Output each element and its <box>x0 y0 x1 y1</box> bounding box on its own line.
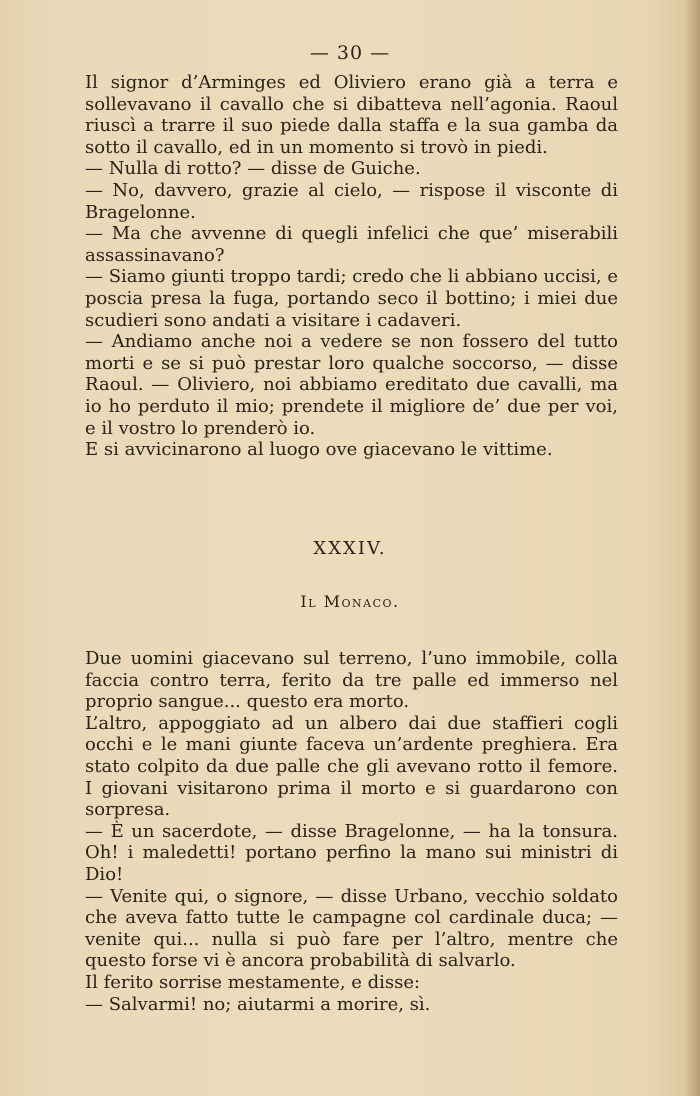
chapter-title: Il Monaco. <box>300 592 400 611</box>
paragraph: — Ma che avvenne di quegli infelici che que’ miserabili assassinavano? <box>85 223 618 266</box>
paragraph: Il ferito sorrise mestamente, e disse: <box>85 971 421 993</box>
paragraph: — Nulla di rotto? — disse de Guiche. <box>85 158 421 180</box>
paragraph: — No, davvero, grazie al cielo, — rispose il visconte di Bragelonne. <box>85 179 618 223</box>
paragraph: — È un sacerdote, — disse Bragelonne, — ha la tonsura. Oh! i maledetti! portano perfino la mano sui ministri di Dio! <box>85 820 618 885</box>
paragraph: — Siamo giunti troppo tardi; credo che li abbiano uccisi, e poscia presa la fuga, portando seco il bottino; i miei due scudieri sono andati a visitare i cadaveri. <box>85 266 618 331</box>
chapter-number: XXXIV. <box>313 538 387 559</box>
paragraph: — Venite qui, o signore, — disse Urbano, vecchio soldato che aveva fatto tutte le campagne col cardinale duca; — venite qui... nulla si può fare per l’altro, mentre che questo forse vi è ancora probabilità di salvarlo. <box>85 885 618 972</box>
paragraph: Il signor d’Arminges ed Oliviero erano già a terra e sollevavano il cavallo che si dibatteva nell’agonia. Raoul riuscì a trarre il suo piede dalla staffa e la sua gamba da sotto il cavallo, ed in un momento si trovò in piedi. <box>85 72 618 158</box>
top-text-block <box>85 72 618 461</box>
paragraph: Due uomini giacevano sul terreno, l’uno immobile, colla faccia contro terra, ferito da tre palle ed immerso nel proprio sangue... questo era morto. <box>85 648 618 713</box>
paragraph: — Salvarmi! no; aiutarmi a morire, sì. <box>85 993 431 1015</box>
page-number: — 30 — <box>309 42 391 64</box>
paragraph: — Andiamo anche noi a vedere se non fossero del tutto morti e se si può prestar loro qualche soccorso, — disse Raoul. — Oliviero, noi abbiamo ereditato due cavalli, ma io ho perduto il mio; prendete il migliore de’ due per voi, e il vostro lo prenderò io. <box>85 331 618 439</box>
paragraph: L’altro, appoggiato ad un albero dai due staffieri cogli occhi e le mani giunte faceva un’ardente preghiera. Era stato colpito da due palle che gli avevano rotto il femore. I giovani visitarono prima il morto e si guardarono con sorpresa. <box>85 712 618 821</box>
paragraph: E si avvicinarono al luogo ove giacevano le vittime. <box>85 439 553 461</box>
bottom-text-block <box>85 648 618 1015</box>
